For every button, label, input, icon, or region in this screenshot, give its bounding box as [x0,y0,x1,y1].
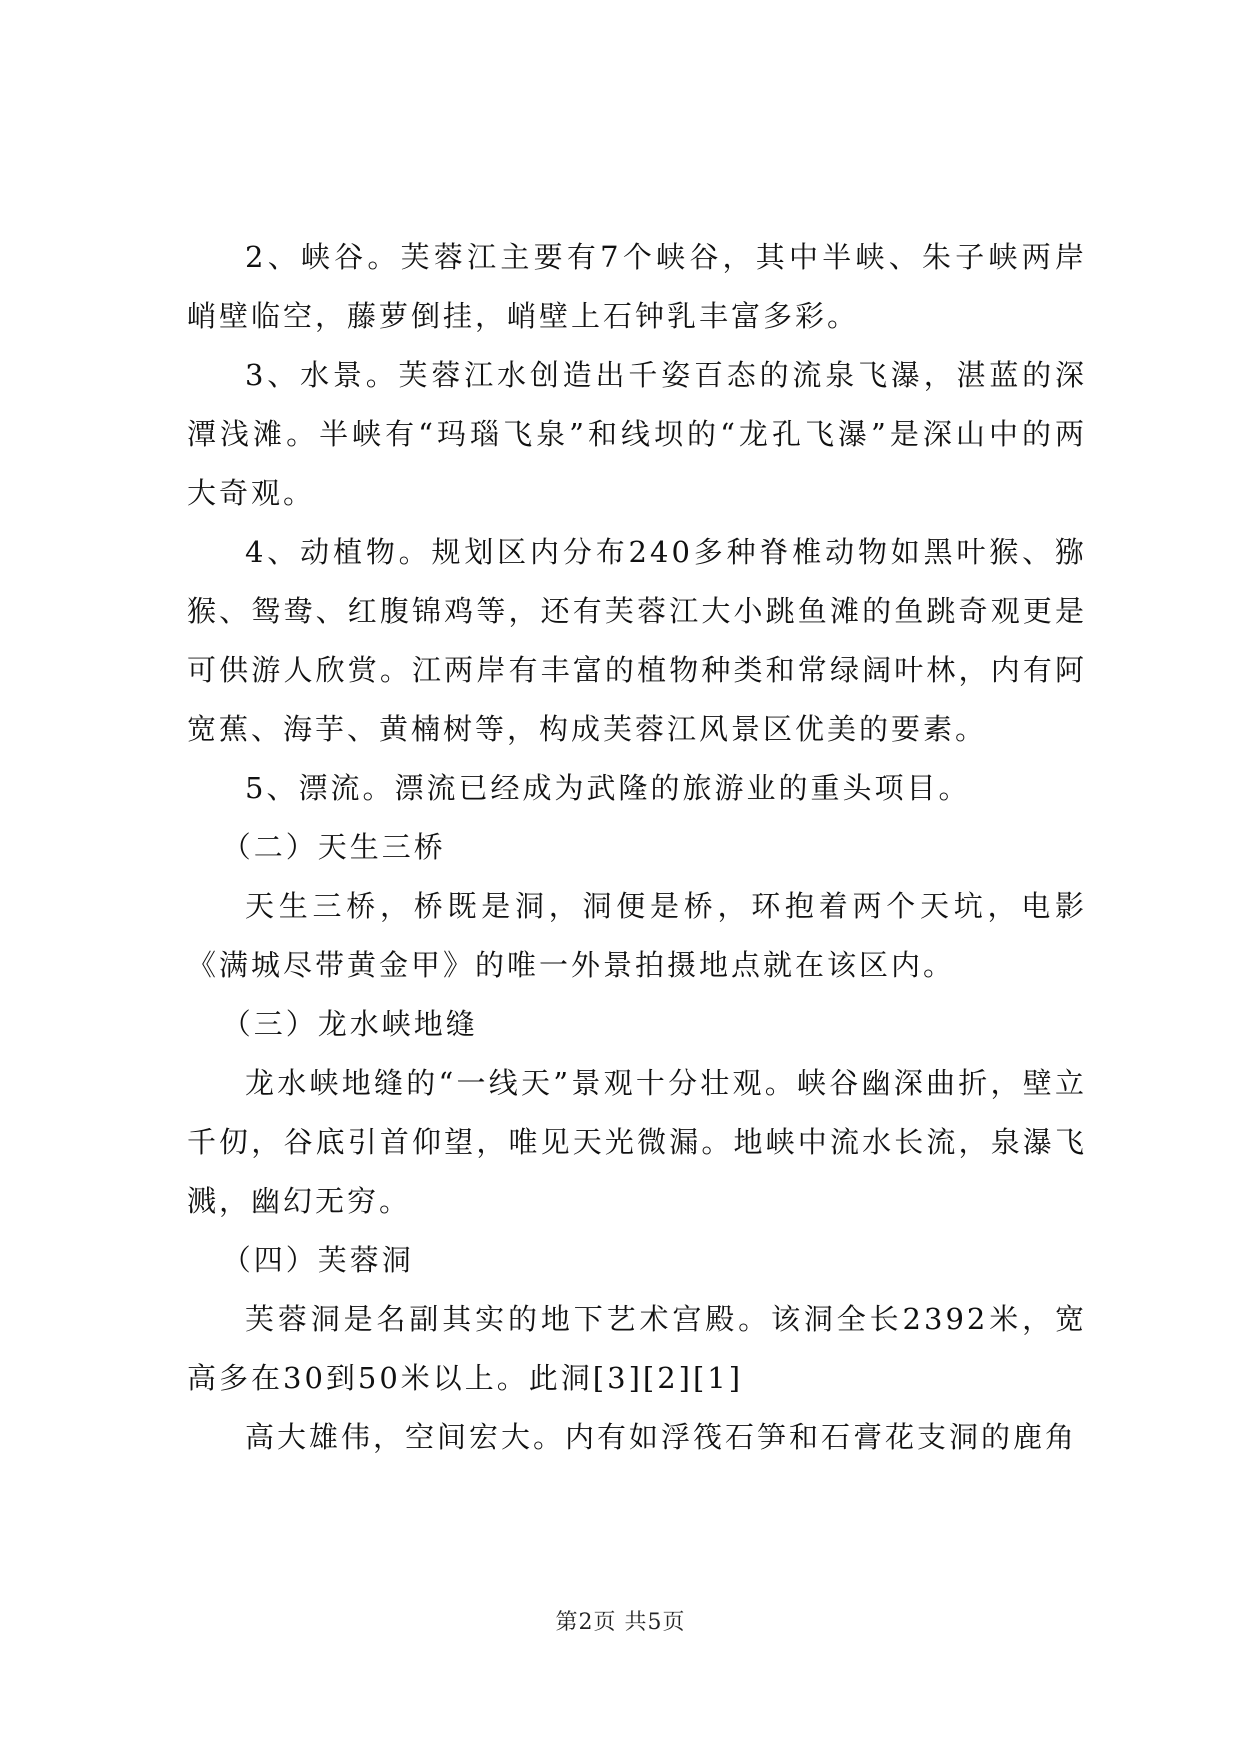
section-heading-tiansheng-sanqiao: （二）天生三桥 [221,830,446,864]
paragraph-flora-fauna: 4、动植物。规划区内分布240多种脊椎动物如黑叶猴、猕猴、鸳鸯、红腹锦鸡等，还有芙蓉江大小跳鱼滩的鱼跳奇观更是可供游人欣赏。江两岸有丰富的植物种类和常绿阔叶林，内有阿宽蕉、海芋、黄楠树等，构成芙蓉江风景区优美的要素。 [187,535,1087,746]
paragraph-gorge: 2、峡谷。芙蓉江主要有7个峡谷，其中半峡、朱子峡两岸峭壁临空，藤萝倒挂，峭壁上石钟乳丰富多彩。 [187,240,1087,333]
section-heading-longshuixia: （三）龙水峡地缝 [221,1007,478,1041]
paragraph-furong-cave-continued: 高大雄伟，空间宏大。内有如浮筏石笋和石膏花支洞的鹿角 [245,1420,1078,1454]
paragraph-water-scenery: 3、水景。芙蓉江水创造出千姿百态的流泉飞瀑，湛蓝的深潭浅滩。半峡有“玛瑙飞泉”和线坝的“龙孔飞瀑”是深山中的两大奇观。 [187,358,1087,510]
paragraph-furong-cave: 芙蓉洞是名副其实的地下艺术宫殿。该洞全长2392米，宽高多在30到50米以上。此洞[3][2][1] [187,1302,1087,1395]
page-number-footer: 第2页 共5页 [555,1610,686,1635]
section-heading-furong-cave: （四）芙蓉洞 [221,1243,414,1277]
paragraph-tiansheng-sanqiao: 天生三桥，桥既是洞，洞便是桥，环抱着两个天坑，电影《满城尽带黄金甲》的唯一外景拍摄地点就在该区内。 [187,889,1087,982]
paragraph-rafting: 5、漂流。漂流已经成为武隆的旅游业的重头项目。 [245,771,971,805]
paragraph-longshuixia: 龙水峡地缝的“一线天”景观十分壮观。峡谷幽深曲折，壁立千仞，谷底引首仰望，唯见天光微漏。地峡中流水长流，泉瀑飞溅，幽幻无穷。 [187,1066,1087,1218]
document-body [187,228,1087,1467]
